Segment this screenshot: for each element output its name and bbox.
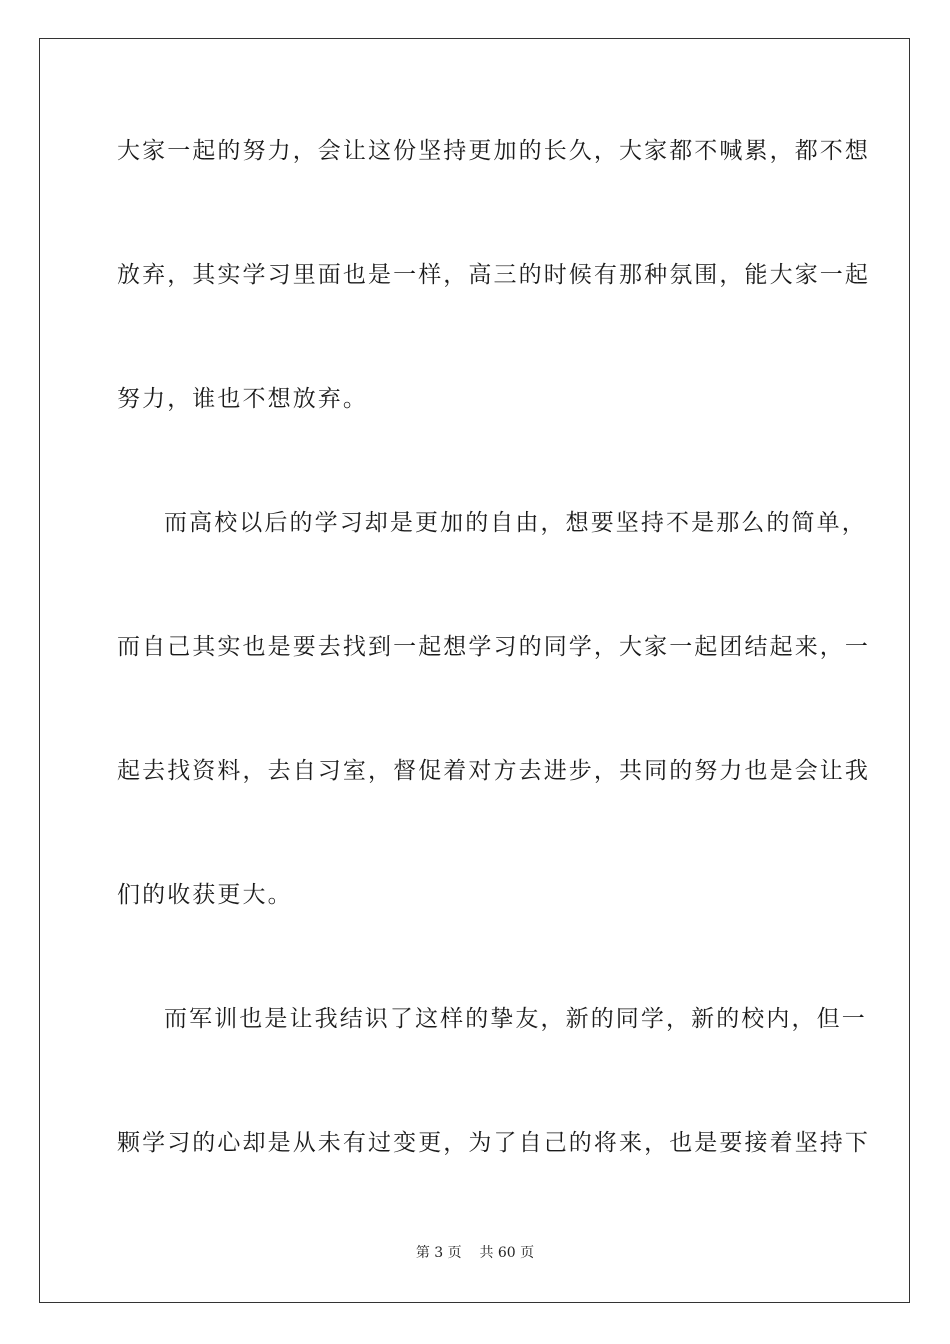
text-line-2: 放弃，其实学习里面也是一样，高三的时候有那种氛围，能大家一起 [117, 262, 870, 288]
text-line-9: 颗学习的心却是从未有过变更，为了自己的将来，也是要接着坚持下 [117, 1130, 870, 1156]
page-number: 第 3 页 [415, 1245, 462, 1261]
text-line-8: 而军训也是让我结识了这样的挚友，新的同学，新的校内，但一 [164, 1006, 867, 1032]
page-total: 共 60 页 [479, 1245, 535, 1261]
text-line-1: 大家一起的努力，会让这份坚持更加的长久，大家都不喊累，都不想 [117, 138, 870, 164]
text-line-4: 而高校以后的学习却是更加的自由，想要坚持不是那么的简单， [164, 510, 867, 536]
text-line-3: 努力，谁也不想放弃。 [117, 386, 368, 412]
page-footer [0, 1244, 950, 1262]
text-line-5: 而自己其实也是要去找到一起想学习的同学，大家一起团结起来，一 [117, 634, 870, 660]
text-line-6: 起去找资料，去自习室，督促着对方去进步，共同的努力也是会让我 [117, 758, 870, 784]
text-line-7: 们的收获更大。 [117, 882, 293, 908]
page-border [39, 38, 910, 1303]
